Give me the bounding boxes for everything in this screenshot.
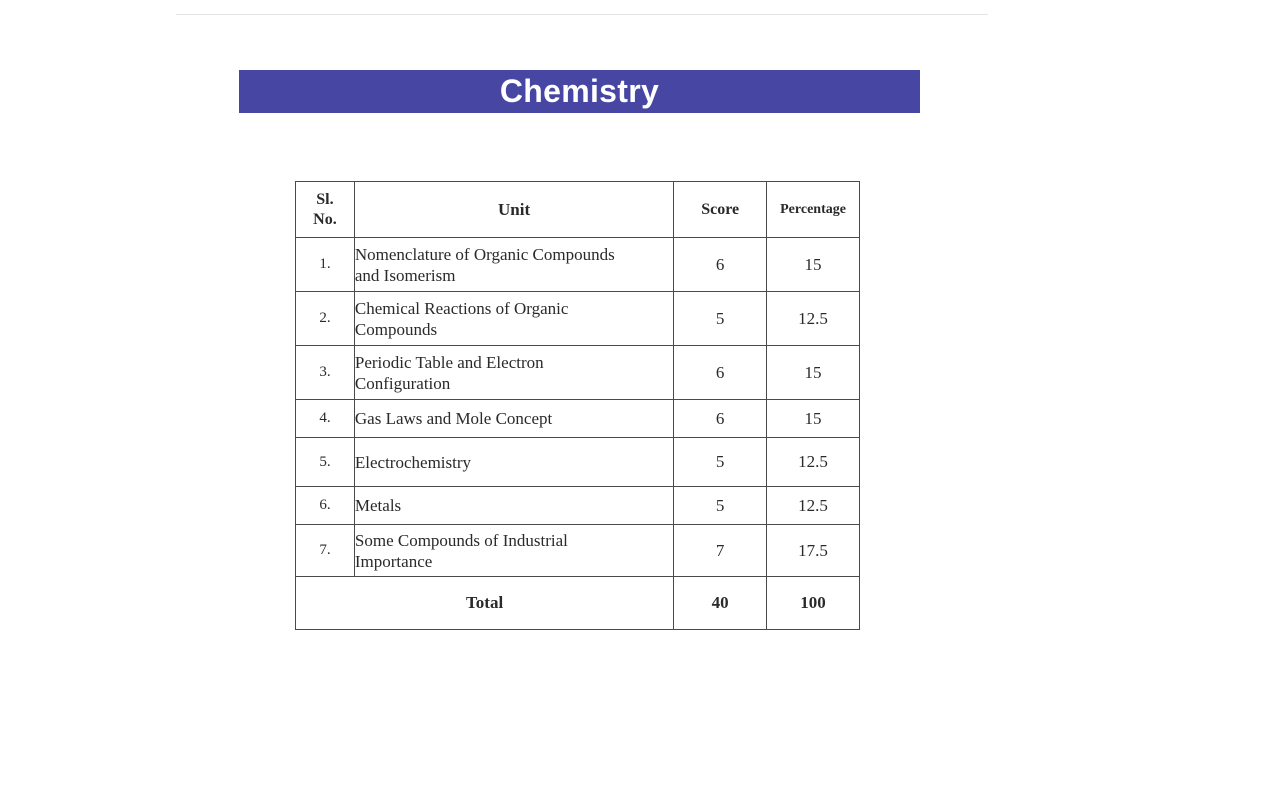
table-row (296, 346, 860, 400)
table-row (296, 400, 860, 438)
row-percentage: 12.5 (767, 487, 860, 525)
table-row (296, 487, 860, 525)
header-unit: Unit (354, 182, 673, 238)
total-label: Total (296, 577, 674, 630)
row-percentage: 12.5 (767, 292, 860, 346)
page-title: Chemistry (499, 73, 660, 109)
row-unit-line1: Chemical Reactions of Organic (354, 298, 569, 318)
row-percentage: 17.5 (767, 525, 860, 577)
row-score: 5 (674, 487, 767, 525)
row-score: 6 (674, 346, 767, 400)
row-sl: 2. (296, 292, 355, 346)
title-banner (239, 70, 920, 113)
row-sl: 3. (296, 346, 355, 400)
row-sl: 4. (296, 400, 355, 438)
total-score: 40 (674, 577, 767, 630)
row-sl: 5. (296, 438, 355, 487)
row-percentage: 15 (767, 400, 860, 438)
table-header-row (296, 182, 860, 238)
row-sl: 1. (296, 238, 355, 292)
top-divider (176, 14, 988, 15)
total-percentage: 100 (767, 577, 860, 630)
header-sl-line1: Sl. (316, 190, 334, 208)
table-row (296, 438, 860, 487)
row-unit-line1: Nomenclature of Organic Compounds (354, 244, 615, 264)
row-unit-line2: Importance (354, 551, 433, 571)
score-distribution-table (295, 181, 860, 630)
row-unit-line2: Configuration (354, 373, 451, 393)
row-unit (354, 238, 673, 292)
row-sl: 7. (296, 525, 355, 577)
row-unit-line2: and Isomerism (354, 265, 456, 285)
row-unit-line2: Compounds (354, 319, 438, 339)
row-score: 6 (674, 400, 767, 438)
row-percentage: 12.5 (767, 438, 860, 487)
table-row (296, 238, 860, 292)
row-percentage: 15 (767, 238, 860, 292)
row-score: 5 (674, 438, 767, 487)
row-unit (354, 525, 673, 577)
header-score: Score (674, 182, 767, 238)
row-unit (354, 487, 673, 525)
row-unit-line1: Electrochemistry (354, 452, 472, 472)
row-score: 5 (674, 292, 767, 346)
header-percentage: Percentage (767, 182, 860, 238)
table-row (296, 525, 860, 577)
row-unit (354, 346, 673, 400)
row-unit (354, 292, 673, 346)
row-score: 7 (674, 525, 767, 577)
row-unit (354, 438, 673, 487)
total-row (296, 577, 860, 630)
row-unit-line1: Gas Laws and Mole Concept (354, 409, 553, 428)
row-unit-line1: Periodic Table and Electron (354, 352, 544, 372)
row-percentage: 15 (767, 346, 860, 400)
row-score: 6 (674, 238, 767, 292)
row-sl: 6. (296, 487, 355, 525)
header-sl-line2: No. (313, 210, 337, 228)
row-unit-line1: Metals (354, 496, 402, 515)
row-unit (354, 400, 673, 438)
table-row (296, 292, 860, 346)
row-unit-line1: Some Compounds of Industrial (354, 530, 568, 550)
header-sl-no (296, 182, 355, 238)
